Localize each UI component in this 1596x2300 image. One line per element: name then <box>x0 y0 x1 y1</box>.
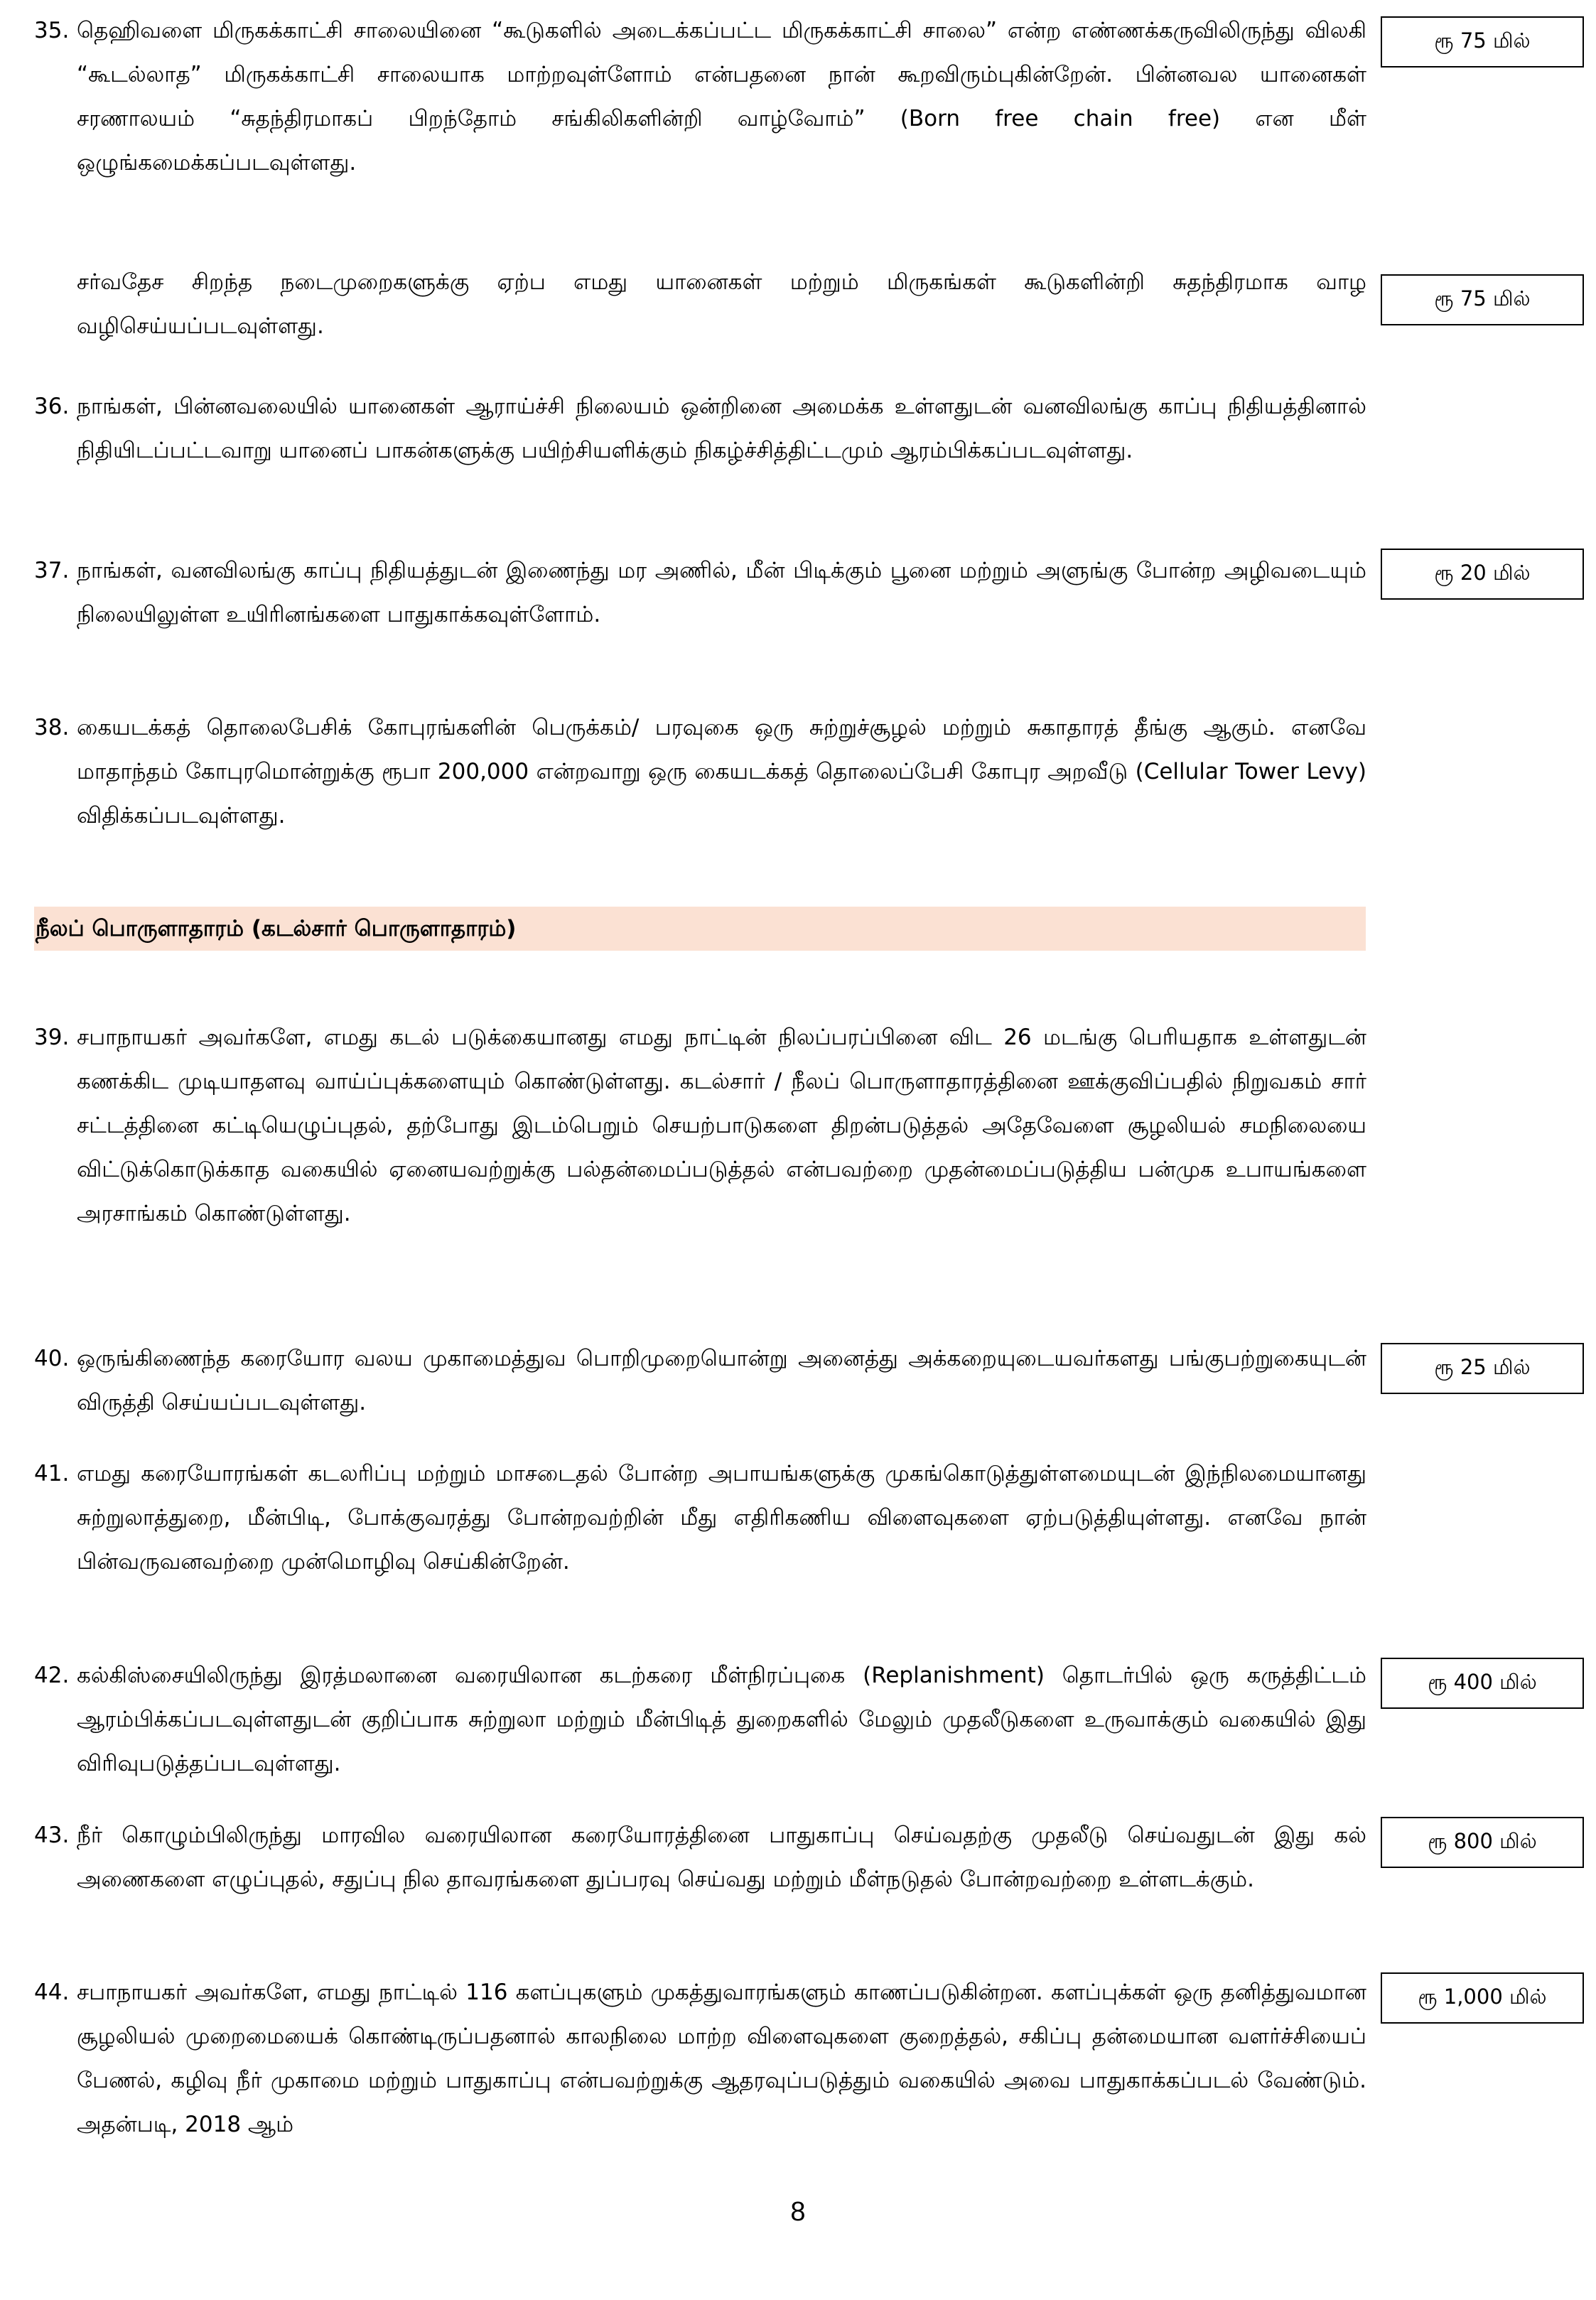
paragraph-41 <box>34 1452 1366 1584</box>
paragraph-39 <box>34 1015 1366 1236</box>
paragraph-36 <box>34 384 1366 473</box>
paragraph-number: 41. <box>34 1461 70 1486</box>
paragraph-text: சர்வதேச சிறந்த நடைமுறைகளுக்கு ஏற்ப எமது யானைகள் மற்றும் மிருகங்கள் கூடுகளின்றி சுதந்திரமாக வாழ வழிசெய்யப்படவுள்ளது. <box>77 269 1366 339</box>
paragraph-text: சபாநாயகர் அவர்களே, எமது கடல் படுக்கையானது எமது நாட்டின் நிலப்பரப்பினை விட 26 மடங்கு பெரியதாக உள்ளதுடன் கணக்கிட முடியாதளவு வாய்ப்புக்களையும் கொண்டுள்ளது. கடல்சார் / நீலப் பொருளாதாரத்தினை ஊக்குவிப்பதில் நிறுவகம் சார் சட்டத்தினை கட்டியெழுப்புதல், தற்போது இடம்பெறும் செயற்பாடுகளை திறன்படுத்தல் அதேவேளை சூழலியல் சமநிலையை விட்டுக்கொடுக்காத வகையில் ஏனையவற்றுக்கு பல்தன்மைப்படுத்தல் என்பவற்றை முதன்மைப்படுத்திய பன்முக உபாயங்களை அரசாங்கம் கொண்டுள்ளது. <box>77 1025 1366 1226</box>
paragraph-number: 35. <box>34 18 70 43</box>
paragraph-43 <box>34 1813 1366 1901</box>
paragraph-text: நாங்கள், பின்னவலையில் யானைகள் ஆராய்ச்சி நிலையம் ஒன்றினை அமைக்க உள்ளதுடன் வனவிலங்கு காப்பு நிதியத்தினால் நிதியிடப்பட்டவாறு யானைப் பாகன்களுக்கு பயிற்சியளிக்கும் நிகழ்ச்சித்திட்டமும் ஆரம்பிக்கப்படவுள்ளது. <box>77 394 1366 463</box>
amount-box: ரூ 400 மில் <box>1381 1658 1584 1709</box>
paragraph-text: கல்கிஸ்சையிலிருந்து இரத்மலானை வரையிலான கடற்கரை மீள்நிரப்புகை (Replanishment) தொடர்பில் ஒரு கருத்திட்டம் ஆரம்பிக்கப்படவுள்ளதுடன் குறிப்பாக சுற்றுலா மற்றும் மீன்பிடித் துறைகளில் மேலும் முதலீடுகளை உருவாக்கும் வகையில் இது விரிவுபடுத்தப்படவுள்ளது. <box>77 1663 1366 1776</box>
paragraph-number: 42. <box>34 1663 70 1688</box>
paragraph-text: எமது கரையோரங்கள் கடலரிப்பு மற்றும் மாசடைதல் போன்ற அபாயங்களுக்கு முகங்கொடுத்துள்ளமையுடன் இந்நிலமையானது சுற்றுலாத்துறை, மீன்பிடி, போக்குவரத்து போன்றவற்றின் மீது எதிரிகணிய விளைவுகளை ஏற்படுத்தியுள்ளது. எனவே நான் பின்வருவனவற்றை முன்மொழிவு செய்கின்றேன். <box>77 1461 1366 1575</box>
paragraph-number: 37. <box>34 558 70 583</box>
paragraph-text: நாங்கள், வனவிலங்கு காப்பு நிதியத்துடன் இணைந்து மர அணில், மீன் பிடிக்கும் பூனை மற்றும் அளுங்கு போன்ற அழிவடையும் நிலையிலுள்ள உயிரினங்களை பாதுகாக்கவுள்ளோம். <box>77 558 1366 627</box>
amount-box: ரூ 75 மில் <box>1381 16 1584 68</box>
paragraph-text: கையடக்கத் தொலைபேசிக் கோபுரங்களின் பெருக்கம்/ பரவுகை ஒரு சுற்றுச்சூழல் மற்றும் சுகாதாரத் தீங்கு ஆகும். எனவே மாதாந்தம் கோபுரமொன்றுக்கு ரூபா 200,000 என்றவாறு ஒரு கையடக்கத் தொலைப்பேசி கோபுர அறவீடு (Cellular Tower Levy) விதிக்கப்படவுள்ளது. <box>77 715 1366 828</box>
amount-box: ரூ 25 மில் <box>1381 1343 1584 1394</box>
paragraph-number: 43. <box>34 1823 70 1848</box>
paragraph-text: தெஹிவளை மிருகக்காட்சி சாலையினை “கூடுகளில் அடைக்கப்பட்ட மிருகக்காட்சி சாலை” என்ற எண்ணக்கருவிலிருந்து விலகி “கூடல்லாத” மிருகக்காட்சி சாலையாக மாற்றவுள்ளோம் என்பதனை நான் கூறவிரும்புகின்றேன். பின்னவல யானைகள் சரணாலயம் “சுதந்திரமாகப் பிறந்தோம் சங்கிலிகளின்றி வாழ்வோம்” (Born free chain free) என மீள் ஒழுங்கமைக்கப்படவுள்ளது. <box>77 18 1366 176</box>
paragraph-35 <box>34 9 1366 185</box>
paragraph-text: ஒருங்கிணைந்த கரையோர வலய முகாமைத்துவ பொறிமுறையொன்று அனைத்து அக்கறையுடையவர்களது பங்குபற்றுகையுடன் விருத்தி செய்யப்படவுள்ளது. <box>77 1346 1366 1415</box>
paragraph-number: 38. <box>34 715 70 740</box>
amount-box: ரூ 1,000 மில் <box>1381 1972 1584 2024</box>
paragraph-number: 36. <box>34 394 70 419</box>
paragraph-42 <box>34 1653 1366 1786</box>
paragraph-number: 40. <box>34 1346 70 1371</box>
paragraph-number: 44. <box>34 1980 70 2005</box>
paragraph-44 <box>34 1970 1366 2147</box>
paragraph-37 <box>34 549 1366 637</box>
amount-box: ரூ 75 மில் <box>1381 274 1584 325</box>
paragraph-text: சபாநாயகர் அவர்களே, எமது நாட்டில் 116 களப்புகளும் முகத்துவாரங்களும் காணப்படுகின்றன. களப்புக்கள் ஒரு தனித்துவமான சூழலியல் முறைமையைக் கொண்டிருப்பதனால் காலநிலை மாற்ற விளைவுகளை குறைத்தல், சகிப்பு தன்மையான வளர்ச்சியைப் பேணல், கழிவு நீர் முகாமை மற்றும் பாதுகாப்பு என்பவற்றுக்கு ஆதரவுப்படுத்தும் வகையில் அவை பாதுகாக்கப்படல் வேண்டும். அதன்படி, 2018 ஆம் <box>77 1980 1366 2137</box>
amount-box: ரூ 800 மில் <box>1381 1817 1584 1868</box>
section-heading: நீலப் பொருளாதாரம் (கடல்சார் பொருளாதாரம்) <box>36 916 517 941</box>
paragraph-40 <box>34 1337 1366 1425</box>
paragraph-35-continued <box>34 260 1366 348</box>
page-number: 8 <box>790 2197 806 2227</box>
paragraph-text: நீர் கொழும்பிலிருந்து மாரவில வரையிலான கரையோரத்தினை பாதுகாப்பு செய்வதற்கு முதலீடு செய்வதுடன் இது கல் அணைகளை எழுப்புதல், சதுப்பு நில தாவரங்களை துப்பரவு செய்வது மற்றும் மீள்நடுதல் போன்றவற்றை உள்ளடக்கும். <box>77 1823 1366 1892</box>
paragraph-38 <box>34 706 1366 838</box>
amount-box: ரூ 20 மில் <box>1381 549 1584 600</box>
paragraph-number: 39. <box>34 1025 70 1050</box>
